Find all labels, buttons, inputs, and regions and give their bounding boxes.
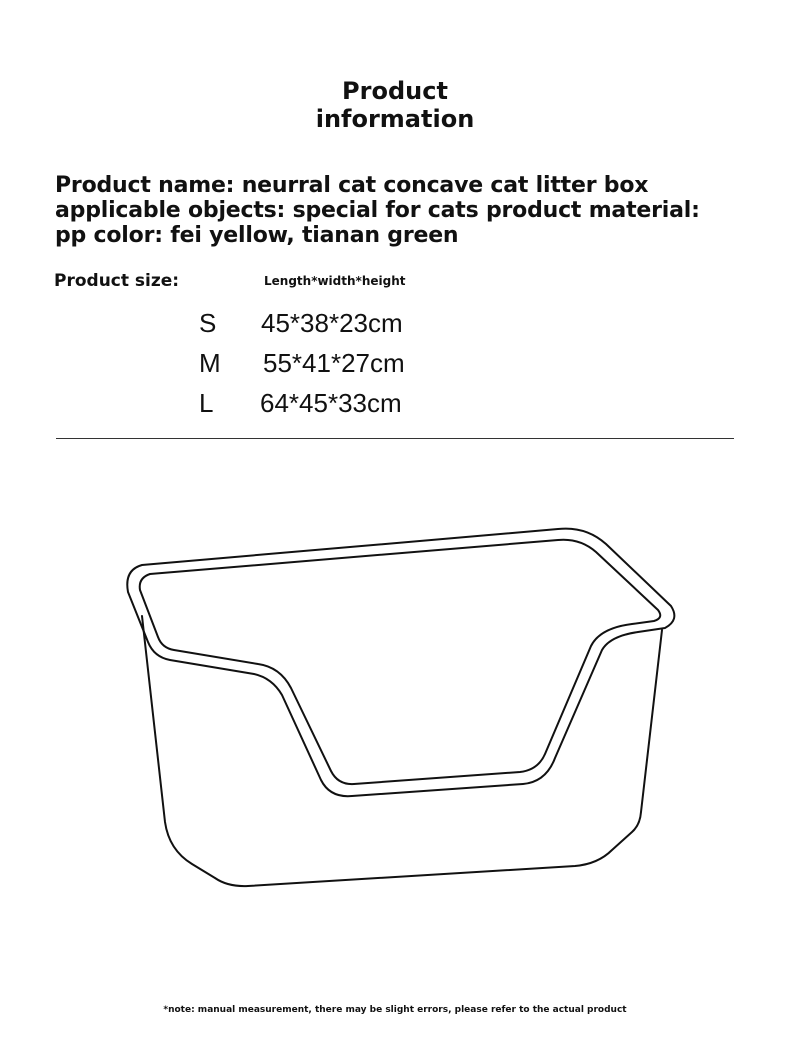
size-dimensions: 55*41*27cm (263, 348, 405, 378)
size-code: S (199, 308, 217, 338)
rim-inner (140, 540, 661, 784)
page-title (0, 77, 790, 133)
info-line-1: Product name: neurral cat concave cat litter box (55, 173, 649, 198)
info-line-3: pp color: fei yellow, tianan green (55, 223, 459, 248)
size-dimensions: 45*38*23cm (261, 308, 403, 338)
product-info (55, 173, 755, 248)
title-line-1: Product (342, 77, 448, 105)
size-column-header: Length*width*height (264, 274, 406, 288)
measurement-note: *note: manual measurement, there may be slight errors, please refer to the actual product (163, 1005, 627, 1015)
size-code: M (199, 348, 221, 378)
litter-box-illustration (118, 520, 688, 910)
box-body (142, 616, 662, 886)
product-size-label: Product size: (54, 271, 180, 291)
title-line-2: information (315, 105, 475, 133)
size-code: L (199, 388, 214, 418)
size-dimensions: 64*45*33cm (260, 388, 402, 418)
section-divider (56, 438, 734, 439)
info-line-2: applicable objects: special for cats product material: (55, 198, 700, 223)
